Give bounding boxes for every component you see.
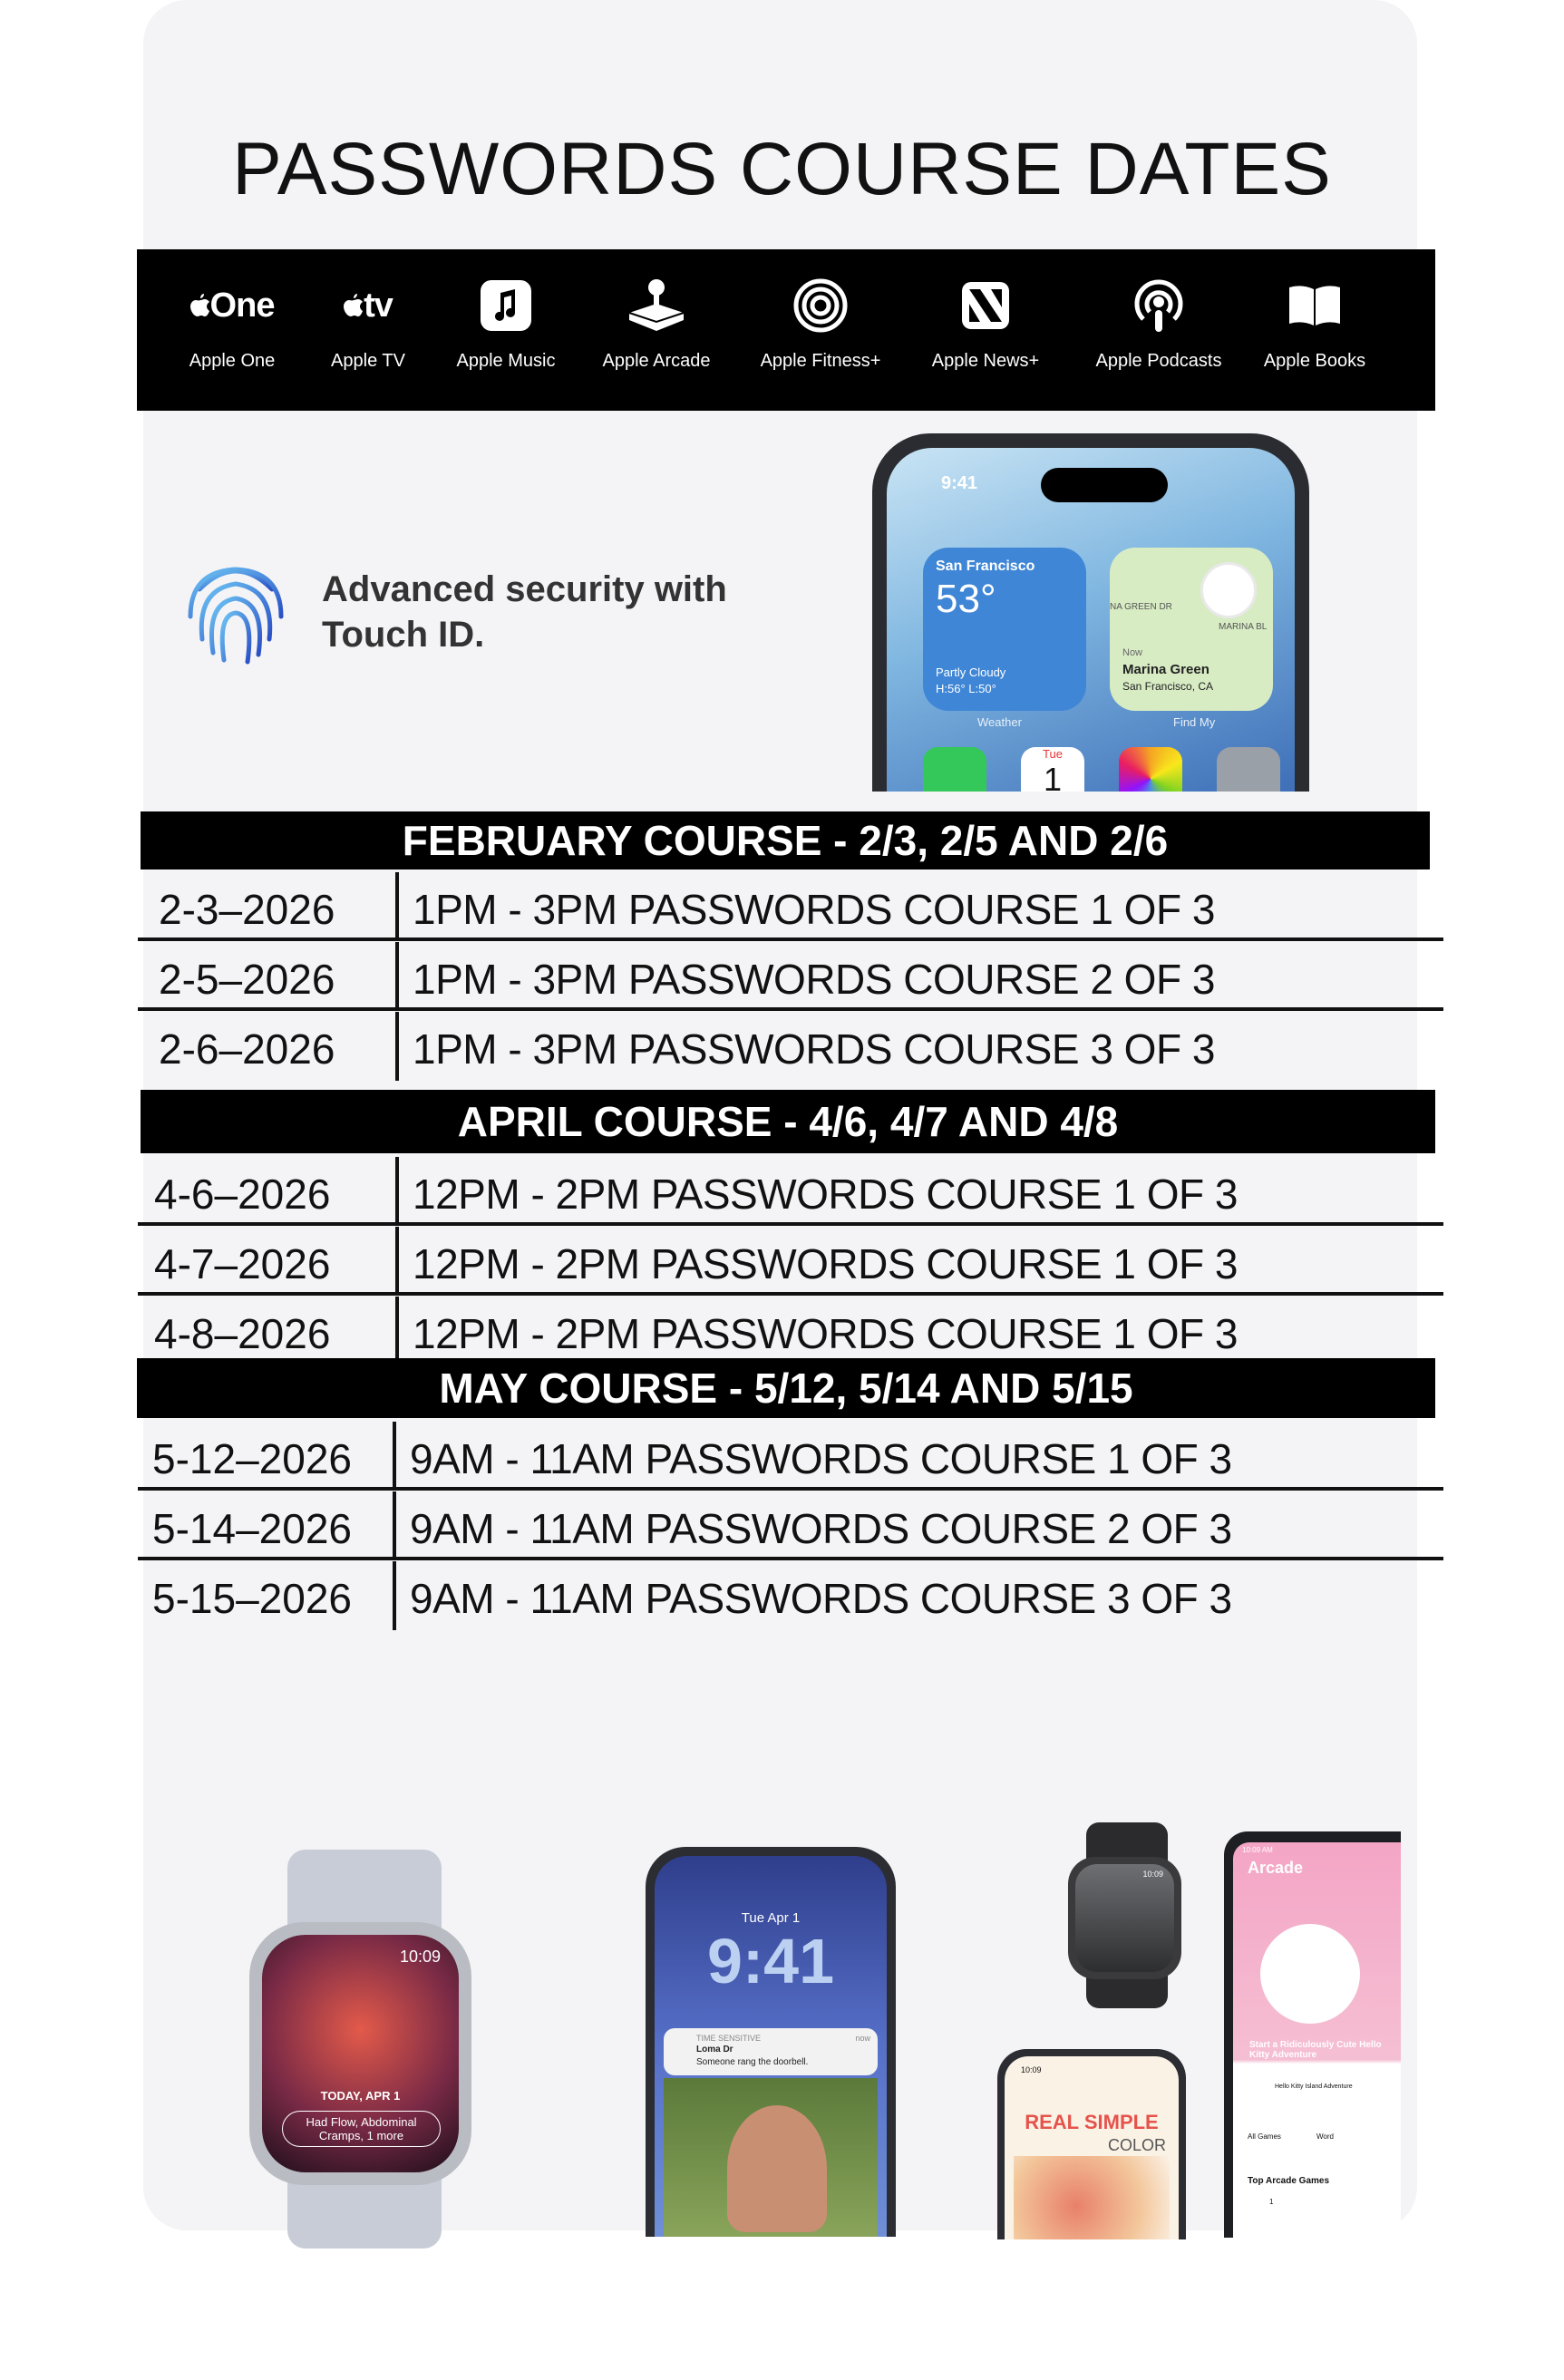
apple-one-icon: One	[164, 277, 300, 335]
service-apple-one	[164, 277, 300, 372]
apple-tv-icon: tv	[300, 277, 436, 335]
service-label: Apple One	[189, 351, 276, 371]
table-row: 5-14–2026 9AM - 11AM PASSWORDS COURSE 2 OF 3	[0, 1491, 1564, 1560]
table-row: 2-6–2026 1PM - 3PM PASSWORDS COURSE 3 OF 3	[0, 1012, 1564, 1081]
page-title: PASSWORDS COURSE DATES	[232, 128, 1332, 210]
services-bar	[137, 249, 1435, 411]
podcasts-icon	[1091, 277, 1227, 335]
facetime-app-icon	[923, 747, 986, 792]
security-callout	[177, 553, 793, 671]
iphone-recipe-image: 10:09 REAL SIMPLE COLOR	[997, 2049, 1186, 2239]
apple-watch-music-image: 10:09	[1068, 1822, 1186, 2008]
service-apple-books	[1247, 277, 1383, 372]
service-apple-music	[438, 277, 574, 372]
music-note-icon	[438, 277, 574, 335]
weather-widget: San Francisco 53° Partly Cloudy H:56° L:50°	[923, 548, 1086, 711]
table-row: 4-6–2026 12PM - 2PM PASSWORDS COURSE 1 OF 3	[0, 1157, 1564, 1226]
table-row: 2-5–2026 1PM - 3PM PASSWORDS COURSE 2 OF 3	[0, 942, 1564, 1011]
photos-app-icon	[1119, 747, 1182, 792]
table-row: 4-8–2026 12PM - 2PM PASSWORDS COURSE 1 OF 3	[0, 1297, 1564, 1360]
service-apple-news	[918, 277, 1054, 372]
fingerprint-icon	[177, 553, 295, 671]
table-row: 4-7–2026 12PM - 2PM PASSWORDS COURSE 1 OF 3	[0, 1227, 1564, 1296]
avatar	[1200, 562, 1257, 618]
service-apple-fitness	[753, 277, 889, 372]
service-label: Apple Podcasts	[1095, 351, 1222, 371]
camera-app-icon	[1217, 747, 1280, 792]
book-icon	[1247, 277, 1383, 335]
fitness-rings-icon	[753, 277, 889, 335]
service-label: Apple Fitness+	[760, 351, 881, 371]
findmy-widget: NA GREEN DR MARINA BL Now Marina Green San Francisco, CA	[1110, 548, 1273, 711]
service-label: Apple Arcade	[602, 351, 711, 371]
service-apple-tv	[300, 277, 436, 372]
hello-kitty-illustration	[1260, 1924, 1360, 2024]
service-label: Apple Music	[456, 351, 556, 371]
service-label: Apple News+	[931, 351, 1040, 371]
april-course-header: APRIL COURSE - 4/6, 4/7 AND 4/8	[141, 1090, 1435, 1153]
security-text: Advanced security with Touch ID.	[322, 569, 727, 655]
table-row: 5-12–2026 9AM - 11AM PASSWORDS COURSE 1 OF 3	[0, 1422, 1564, 1491]
table-row: 5-15–2026 9AM - 11AM PASSWORDS COURSE 3 OF 3	[0, 1561, 1564, 1630]
ipad-arcade-image: 10:09 AM Arcade Start a Ridiculously Cute Hello Kitty Adventure Hello Kitty Island Adventure All Games Word Top Arcade Games 1	[1224, 1831, 1401, 2238]
news-icon	[918, 277, 1054, 335]
february-course-header: FEBRUARY COURSE - 2/3, 2/5 AND 2/6	[141, 811, 1430, 869]
apple-watch-cycle-image: 10:09 TODAY, APR 1 Had Flow, Abdominal Cramps, 1 more	[249, 1850, 481, 2249]
table-row: 2-3–2026 1PM - 3PM PASSWORDS COURSE 1 OF 3	[0, 872, 1564, 941]
iphone-homescreen-image: 9:41 San Francisco 53° Partly Cloudy H:56° L:50° Weather NA GREEN DR MARINA BL Now Marina Green San Francisco, CA Find My Tue 1	[872, 433, 1309, 792]
iphone-doorbell-image: Tue Apr 1 9:41 TIME SENSITIVE Loma Dr Someone rang the doorbell. now	[646, 1847, 896, 2237]
service-apple-arcade	[588, 277, 724, 372]
service-label: Apple Books	[1263, 351, 1366, 371]
may-course-header: MAY COURSE - 5/12, 5/14 AND 5/15	[137, 1358, 1435, 1418]
service-apple-podcasts	[1091, 277, 1227, 372]
calendar-app-icon: Tue 1	[1021, 747, 1084, 792]
arcade-joystick-icon	[588, 277, 724, 335]
service-label: Apple TV	[331, 351, 405, 371]
